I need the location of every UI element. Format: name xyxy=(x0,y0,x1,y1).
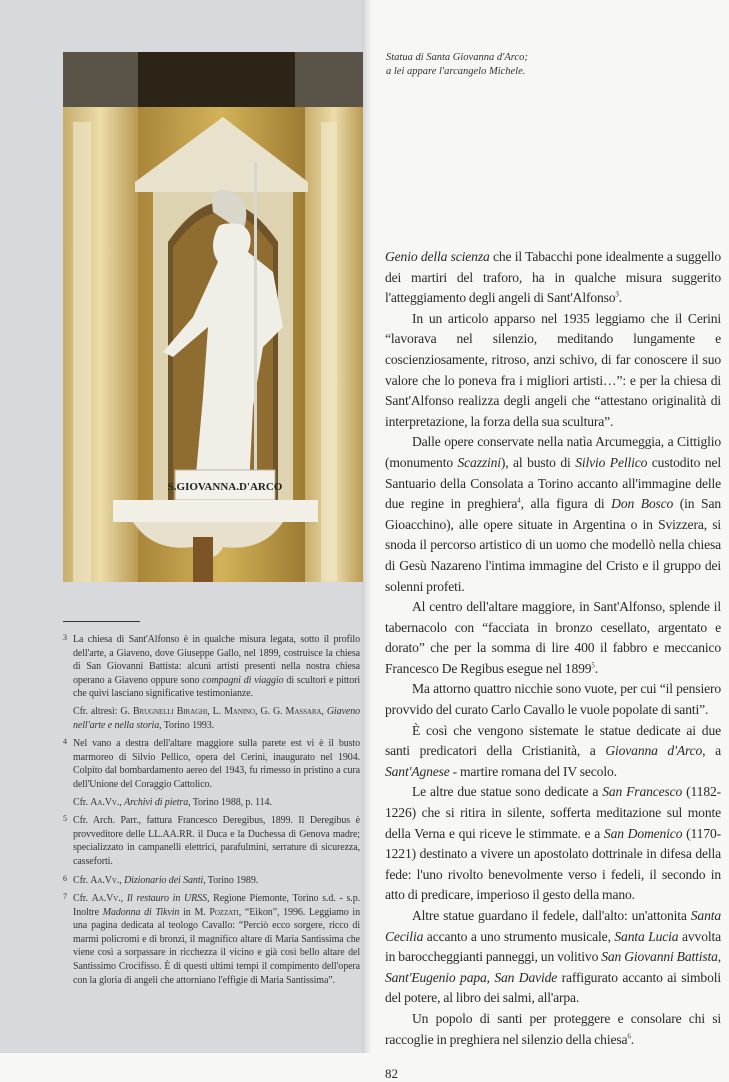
paragraph xyxy=(385,247,721,309)
paragraph xyxy=(385,782,721,906)
text-run: È così che vengono sistemate le statue dedicate ai due santi predicatori della Cristianità, a xyxy=(385,722,721,759)
text-run: , xyxy=(120,893,127,905)
text-run: , a xyxy=(702,743,721,759)
paragraph xyxy=(385,432,721,597)
text-run: Aa.Vv. xyxy=(90,796,120,808)
photo-caption xyxy=(386,51,606,79)
footnote-number: 4 xyxy=(63,737,67,747)
text-run: Al centro dell'altare maggiore, in Sant'Alfonso, splende il tabernacolo con “facciata in bronzo cesellato, argentato e dorato” che per la somma di lire 400 il fabbro e meccanico Francesco De Regibus esegue nel 1899 xyxy=(385,599,721,676)
text-run: Un popolo di santi per proteggere e consolare chi si raccoglie in preghiera nel silenzio della chiesa xyxy=(385,1010,721,1047)
text-run: - martire romana del IV secolo. xyxy=(449,763,617,779)
italic-text: Sant'Eugenio papa xyxy=(385,969,487,985)
footnote xyxy=(63,814,360,868)
text-run: Ma attorno quattro nicchie sono vuote, per cui “il pensiero provvido del curato Carlo Cavallo le vuole popolate di santi”. xyxy=(385,681,721,718)
footnote-number: 5 xyxy=(63,814,67,824)
italic-text: Scazzini xyxy=(457,454,501,470)
paragraph xyxy=(385,309,721,433)
paragraph xyxy=(385,597,721,679)
italic-text: San Francesco xyxy=(602,784,683,800)
footnote xyxy=(63,737,360,809)
footnote-number: 3 xyxy=(63,633,67,642)
text-run: avvolta in baroccheggianti panneggi, un volitivo xyxy=(385,928,721,965)
text-run: . xyxy=(630,1031,634,1047)
italic-text: Il restauro in URSS xyxy=(126,893,207,905)
italic-text: Sant'Agnese xyxy=(385,763,450,779)
text-run: , Torino 1989. xyxy=(203,874,259,886)
footnote-ref: 4 xyxy=(517,496,521,505)
paragraph xyxy=(385,906,721,1009)
text-run: (1170-1221) destinato a vivere un apostolato dottrinale in difesa della fede: l'uno rivolto benevolmente verso i fedeli, il secondo in atto di predicare, imperioso il gesto della mano. xyxy=(385,825,721,903)
footnote-divider xyxy=(63,621,140,622)
text-run: Aa.Vv. xyxy=(90,874,120,886)
caption-line: a lei appare l'arcangelo Michele. xyxy=(386,66,526,77)
text-run: (in San Gioacchino), alle opere situate in Argentina o in Svizzera, si snoda il percorso artistico di un uomo che modellò nella chiesa di Gesù Nazareno l'intima immagine del Cristo e il gruppo dei solenni profeti. xyxy=(385,496,721,594)
footnote xyxy=(63,633,360,732)
text-run: (1182-1226) che si ritira in silente, sofferta meditazione sul monte della Verna e qui riceve le stimmate. e a xyxy=(385,784,721,841)
left-capital xyxy=(63,52,138,107)
text-run: G. G. Massara xyxy=(260,705,322,717)
statue-photo xyxy=(63,52,363,582)
text-run: Cfr. xyxy=(73,893,92,905)
text-run: M. Pozzati xyxy=(194,906,239,918)
italic-text: Silvio Pellico xyxy=(575,454,648,470)
text-run: in xyxy=(179,906,195,918)
italic-text: Genio della scienza xyxy=(385,249,490,264)
text-run: accanto a uno strumento musicale, xyxy=(423,928,615,944)
text-run: raffigurato accanto ai simboli del potere, al libro dei salmi, all'arpa. xyxy=(385,969,721,1006)
text-run: ), al busto di xyxy=(500,454,576,470)
footnote xyxy=(63,874,360,888)
italic-text: Madonna di Tikvin xyxy=(102,906,180,918)
text-run: , xyxy=(254,705,261,717)
text-run: , Torino 1988, p. 114. xyxy=(188,796,272,808)
text-run: Cfr. xyxy=(73,796,91,808)
page-gutter xyxy=(362,0,372,1053)
italic-text: Giaveno nell'arte e nella storia xyxy=(73,705,360,731)
text-run: , “Eikon”, 1996. Leggiamo in una pagina dedicata al teologo Cavallo: “Perciò ecco sorgere, ricco di marmi policromi e di bronzi, il magnifico altare di Maria Santissima che viene così a sorpassare in ricchezza il vicino e già così bello altare del Santissimo Crocifisso. È di questi ultimi tempi il compimento dell'opera con la gloria di angeli che attorniano l'effigie di Maria Santissima”. xyxy=(73,906,360,986)
text-run: , xyxy=(119,874,125,886)
text-run: Dalle opere conservate nella natìa Arcumeggia, a Cittiglio (monumento xyxy=(385,434,721,470)
text-run: custodito nel Santuario della Consolata a Torino accanto all'immagine delle due regine in preghiera xyxy=(385,454,721,512)
footnote-ref: 6 xyxy=(627,1032,631,1041)
text-run: di scultori e pittori che quivi lasciano significative testimonianze. xyxy=(73,674,360,700)
italic-text: Archivi di pietra xyxy=(124,796,189,808)
paragraph xyxy=(385,679,721,720)
footnotes xyxy=(63,633,360,992)
caption-line: Statua di Santa Giovanna d'Arco; xyxy=(386,52,528,63)
text-run: Cfr. xyxy=(73,874,91,886)
italic-text: San Domenico xyxy=(603,825,683,841)
italic-text: San Giovanni Battista xyxy=(601,949,718,965)
footnote-reference xyxy=(73,796,360,810)
footnote-ref: 3 xyxy=(615,290,619,299)
text-run: , xyxy=(486,969,495,985)
text-run: G. Brugnelli Biraghi xyxy=(120,705,208,717)
page-number: 82 xyxy=(385,1066,398,1082)
text-run: . xyxy=(594,660,598,676)
paragraph xyxy=(385,721,721,783)
italic-text: Santa Cecilia xyxy=(385,908,721,944)
plaque-text: S.GIOVANNA.D'ARCO xyxy=(167,481,283,493)
text-run: , xyxy=(119,796,125,808)
italic-text: Giovanna d'Arco xyxy=(605,743,703,759)
italic-text: compagni di viaggio xyxy=(202,674,284,686)
paragraph xyxy=(385,1009,721,1050)
italic-text: Santa Lucia xyxy=(614,928,679,944)
text-run: L. Manino xyxy=(212,705,255,717)
text-run: Altre statue guardano il fedele, dall'alto: un'attonita xyxy=(412,908,691,923)
text-run: , alla figura di xyxy=(520,496,612,512)
text-run: Nel vano a destra dell'altare maggiore sulla parete est vi è il busto marmoreo di Silvio Pellico, opera del Cerini, inaugurato nel 1904. Colpito dal bombardamento aereo del 1943, fu rimesso in pristino a cura dell'Unione del Coraggio Cattolico. xyxy=(73,738,360,790)
right-capital xyxy=(295,52,363,107)
text-run: , xyxy=(321,705,327,717)
text-run: . xyxy=(618,290,623,306)
footnote-number: 7 xyxy=(63,892,67,902)
footnote-reference xyxy=(73,705,360,732)
text-run: , Regione Piemonte, Torino s.d. - s.p. Inoltre xyxy=(73,893,360,918)
text-run: che il Tabacchi pone idealmente a suggello dei martiri del traforo, ha in qualche misura suggerito l'atteggiamento degli angeli di Sant'Alfonso xyxy=(385,249,721,306)
text-run: , Torino 1993. xyxy=(159,719,215,731)
main-text xyxy=(385,247,721,1050)
text-run: Aa.Vv. xyxy=(91,893,121,905)
footnote xyxy=(63,892,360,987)
italic-text: San Davide xyxy=(494,969,558,985)
footnote-ref: 5 xyxy=(591,661,595,670)
text-run: Cfr. altresì: xyxy=(73,705,121,717)
text-run: In un articolo apparso nel 1935 leggiamo che il Cerini “lavorava nel silenzio, meditando lungamente e coscienziosamente, ritroso, anzi schivo, di far conoscere il suo valore che lo poneva fra i migliori artisti…”: e per la chiesa di Sant'Alfonso realizza degli angeli che “attestano originalità di interpretazione, la forza della sua scultura”. xyxy=(385,310,721,429)
text-run: , xyxy=(207,705,213,717)
italic-text: Don Bosco xyxy=(611,496,674,512)
text-run: , xyxy=(717,949,722,965)
right-column xyxy=(385,247,721,1082)
italic-text: Dizionario dei Santi xyxy=(124,874,204,886)
text-run: Le altre due statue sono dedicate a xyxy=(412,784,603,800)
text-run: Cfr. Arch. Parr., fattura Francesco Deregibus, 1899. Il Deregibus è provveditore delle LL.AA.RR. il Duca e la Duchessa di Genova madre; specializzato in campanelli elettrici, parafulmini, serrature di sicurezza, casseforti. xyxy=(73,815,360,867)
text-run: La chiesa di Sant'Alfonso è in qualche misura legata, sotto il profilo dell'arte, a Giaveno, dove Giuseppe Gallo, nel 1899, costruisce la chiesa di San Giovanni Battista: alcuni artisti presenti nella nostra chiesa operano a Giaveno oppure sono xyxy=(73,634,360,686)
footnote-number: 6 xyxy=(63,873,67,883)
